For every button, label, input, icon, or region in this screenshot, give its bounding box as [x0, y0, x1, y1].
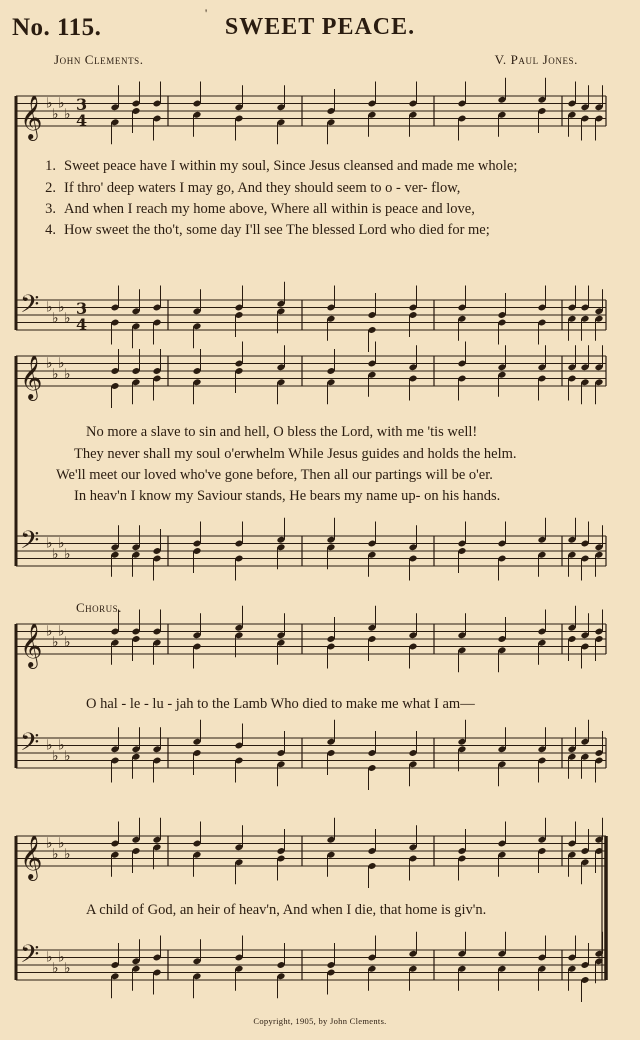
svg-text:♭: ♭ — [52, 366, 59, 383]
svg-text:♭: ♭ — [58, 95, 65, 112]
verse-text: How sweet the tho't, some day I'll see The blessed Lord who died for me; — [64, 222, 490, 238]
svg-text:♭: ♭ — [64, 634, 71, 651]
staff — [16, 78, 606, 145]
svg-text:♭: ♭ — [58, 623, 65, 640]
svg-text:♭: ♭ — [52, 960, 59, 977]
svg-text:♭: ♭ — [64, 960, 71, 977]
svg-text:♭: ♭ — [46, 535, 53, 552]
staff — [16, 932, 606, 1002]
verse-number: 4. — [45, 222, 56, 238]
verse-2-line-2: They never shall my soul o'erwhelm While Jesus guides and holds the helm. — [74, 446, 517, 462]
svg-text:♭: ♭ — [52, 310, 59, 327]
staff — [16, 282, 606, 352]
verse-1-line-2: No more a slave to sin and hell, O bless the Lord, with me 'tis well! — [86, 424, 478, 440]
verse-3-line-1 — [34, 201, 475, 218]
composer: V. Paul Jones. — [494, 52, 578, 67]
chorus-system-2 — [0, 826, 640, 1026]
svg-text:♭: ♭ — [52, 634, 59, 651]
svg-text:4: 4 — [76, 111, 88, 130]
staff — [16, 342, 606, 409]
svg-text:♭: ♭ — [46, 737, 53, 754]
svg-text:♭: ♭ — [64, 366, 71, 383]
staff — [16, 720, 606, 790]
treble-clef-icon: 𝄞 — [20, 355, 43, 399]
svg-text:♭: ♭ — [52, 846, 59, 863]
copyright-notice: Copyright, 1905, by John Clements. — [253, 1016, 387, 1026]
svg-text:♭: ♭ — [46, 299, 53, 316]
treble-clef-icon: 𝄞 — [20, 623, 43, 667]
treble-clef-icon: 𝄞 — [20, 95, 43, 139]
svg-text:♭: ♭ — [64, 546, 71, 563]
bass-clef-icon: 𝄢 — [20, 526, 40, 561]
header-mark: ' — [205, 6, 208, 20]
verse-4-line-1 — [34, 222, 490, 239]
verse-number: 2. — [45, 180, 56, 196]
svg-text:♭: ♭ — [58, 299, 65, 316]
verse-text: If thro' deep waters I may go, And they should seem to o - ver- flow, — [64, 180, 461, 196]
svg-text:♭: ♭ — [58, 737, 65, 754]
svg-text:♭: ♭ — [46, 835, 53, 852]
svg-text:♭: ♭ — [58, 949, 65, 966]
svg-text:♭: ♭ — [46, 95, 53, 112]
verse-2-line-1 — [34, 180, 460, 197]
staff — [16, 818, 606, 888]
verse-text: Sweet peace have I within my soul, Since Jesus cleansed and made me whole; — [64, 158, 518, 174]
staff — [16, 518, 606, 581]
bass-clef-icon: 𝄢 — [20, 290, 40, 325]
svg-text:3: 3 — [76, 95, 88, 114]
svg-text:♭: ♭ — [64, 748, 71, 765]
svg-text:♭: ♭ — [58, 835, 65, 852]
svg-text:♭: ♭ — [52, 106, 59, 123]
svg-text:♭: ♭ — [64, 106, 71, 123]
svg-text:♭: ♭ — [58, 535, 65, 552]
svg-text:4: 4 — [76, 315, 88, 334]
svg-text:♭: ♭ — [64, 310, 71, 327]
svg-text:♭: ♭ — [64, 846, 71, 863]
verse-number: 3. — [45, 201, 56, 217]
svg-text:♭: ♭ — [52, 748, 59, 765]
verse-number: 1. — [45, 158, 56, 174]
hymn-number: No. 115. — [12, 14, 102, 41]
chorus-line-2: A child of God, an heir of heav'n, And when I die, that home is giv'n. — [86, 902, 487, 918]
svg-text:♭: ♭ — [58, 355, 65, 372]
chorus-line-1: O hal - le - lu - jah to the Lamb Who died to make me what I am— — [86, 696, 475, 712]
hymn-title: SWEET PEACE. — [224, 14, 416, 40]
chorus-system-1 — [0, 614, 640, 814]
bass-clef-icon: 𝄢 — [20, 728, 40, 763]
svg-text:♭: ♭ — [46, 355, 53, 372]
svg-text:3: 3 — [76, 299, 88, 318]
treble-clef-icon: 𝄞 — [20, 835, 43, 879]
verse-3-line-2: We'll meet our loved who've gone before, Then all our partings will be o'er. — [56, 467, 493, 483]
chorus-label: Chorus. — [76, 600, 122, 615]
staff — [16, 606, 606, 673]
svg-text:♭: ♭ — [46, 949, 53, 966]
verse-text: And when I reach my home above, Where all within is peace and love, — [64, 201, 475, 217]
svg-text:♭: ♭ — [46, 623, 53, 640]
verse-1-line-1 — [34, 158, 517, 175]
lyricist: John Clements. — [54, 52, 144, 67]
svg-text:♭: ♭ — [52, 546, 59, 563]
bass-clef-icon: 𝄢 — [20, 940, 40, 975]
verse-4-line-2: In heav'n I know my Saviour stands, He bears my name up- on his hands. — [74, 488, 501, 504]
